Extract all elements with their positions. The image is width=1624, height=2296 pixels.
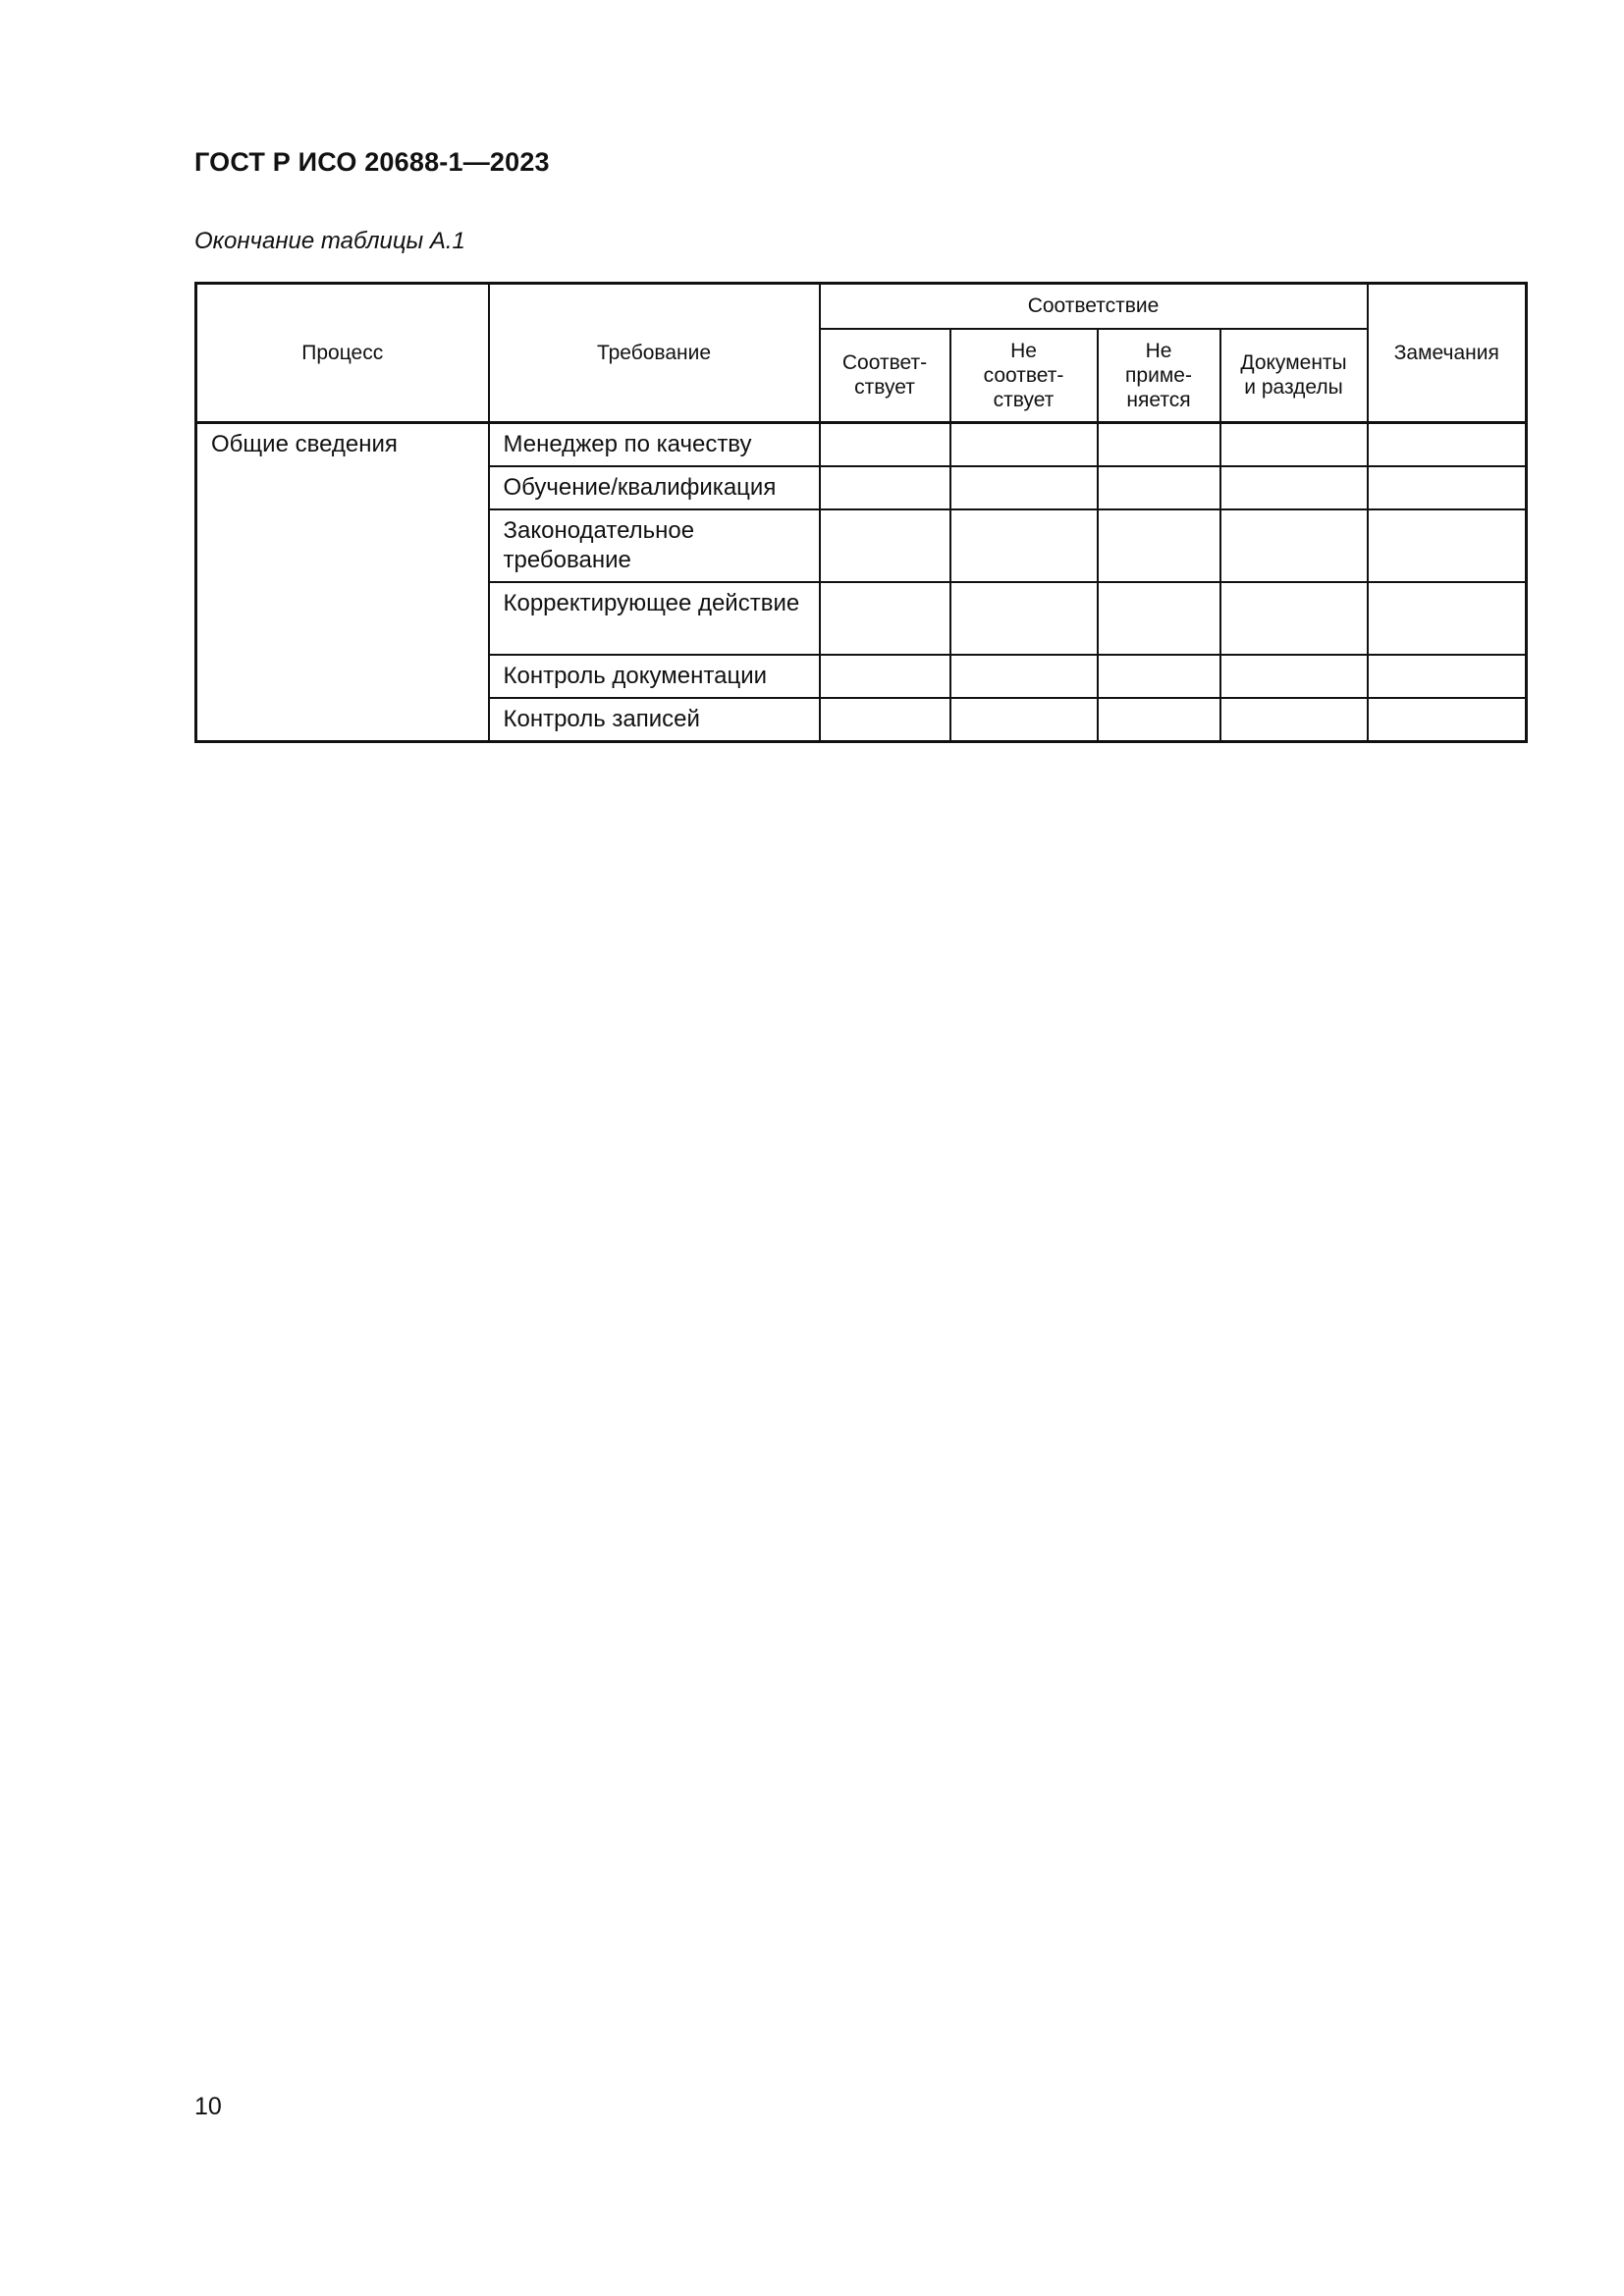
header-process: Процесс (196, 284, 489, 423)
documents-cell (1220, 466, 1368, 509)
not-applicable-cell (1098, 655, 1220, 698)
requirement-cell: Контроль документации (489, 655, 820, 698)
remarks-cell (1368, 655, 1527, 698)
requirement-cell: Менеджер по качеству (489, 423, 820, 467)
header-complies: Соответ- ствует (820, 329, 950, 423)
complies-cell (820, 509, 950, 582)
requirement-cell: Обучение/квалификация (489, 466, 820, 509)
requirement-cell: Контроль записей (489, 698, 820, 742)
remarks-cell (1368, 466, 1527, 509)
header-documents: Документы и разделы (1220, 329, 1368, 423)
requirements-table (194, 282, 1528, 743)
complies-cell (820, 466, 950, 509)
remarks-cell (1368, 698, 1527, 742)
requirement-cell: Законодательное требование (489, 509, 820, 582)
not-complies-cell (950, 655, 1098, 698)
header-remarks: Замечания (1368, 284, 1527, 423)
remarks-cell (1368, 582, 1527, 655)
complies-cell (820, 655, 950, 698)
document-title: ГОСТ Р ИСО 20688-1—2023 (194, 147, 550, 177)
table-caption: Окончание таблицы А.1 (194, 228, 465, 254)
not-applicable-cell (1098, 582, 1220, 655)
complies-cell (820, 423, 950, 467)
documents-cell (1220, 582, 1368, 655)
header-not-complies: Не соответ- ствует (950, 329, 1098, 423)
header-not-applicable: Не приме- няется (1098, 329, 1220, 423)
not-complies-cell (950, 582, 1098, 655)
not-complies-cell (950, 423, 1098, 467)
page-number: 10 (194, 2093, 222, 2120)
documents-cell (1220, 655, 1368, 698)
not-applicable-cell (1098, 509, 1220, 582)
complies-cell (820, 582, 950, 655)
complies-cell (820, 698, 950, 742)
documents-cell (1220, 698, 1368, 742)
documents-cell (1220, 423, 1368, 467)
header-row-top (196, 284, 1527, 329)
remarks-cell (1368, 509, 1527, 582)
requirement-cell: Корректирующее действие (489, 582, 820, 655)
process-cell: Общие сведения (196, 423, 489, 742)
not-applicable-cell (1098, 466, 1220, 509)
not-complies-cell (950, 466, 1098, 509)
remarks-cell (1368, 423, 1527, 467)
table-row (196, 423, 1527, 467)
not-applicable-cell (1098, 423, 1220, 467)
not-complies-cell (950, 698, 1098, 742)
header-requirement: Требование (489, 284, 820, 423)
not-applicable-cell (1098, 698, 1220, 742)
documents-cell (1220, 509, 1368, 582)
not-complies-cell (950, 509, 1098, 582)
header-compliance: Соответствие (820, 284, 1368, 329)
